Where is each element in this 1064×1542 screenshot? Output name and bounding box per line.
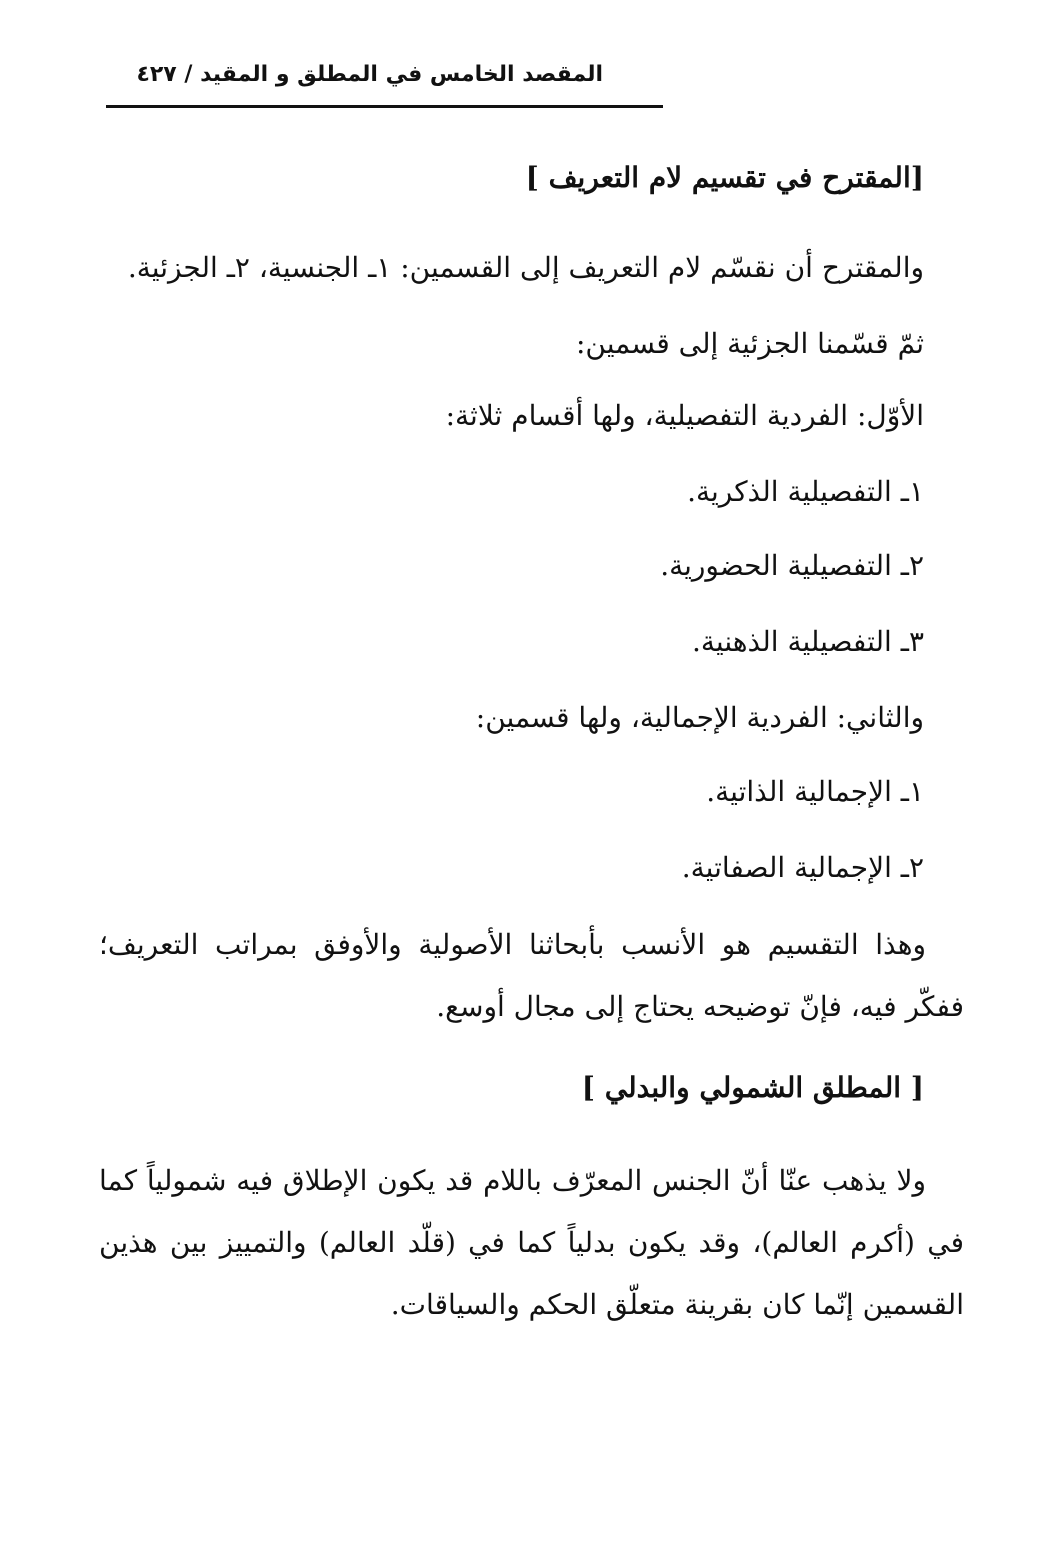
closing-paragraph-text: وهذا التقسيم هو الأنسب بأبحاثنا الأصولية والأوفق بمراتب التعريف؛ ففكّر فيه، فإنّ توضيحه يحتاج إلى مجال أوسع. (99, 928, 964, 1023)
section-heading-lam-division: [المقترح في تقسيم لام التعريف ] (525, 161, 924, 194)
text-line: الأوّل: الفردية التفصيلية، ولها أقسام ثلاثة: (445, 399, 924, 432)
header-rule (106, 105, 663, 108)
text-line: والثاني: الفردية الإجمالية، ولها قسمين: (475, 701, 924, 734)
text-line: ثمّ قسّمنا الجزئية إلى قسمين: (575, 327, 924, 360)
list-item: ١ـ الإجمالية الذاتية. (706, 775, 924, 808)
body-paragraph-text: ولا يذهب عنّا أنّ الجنس المعرّف باللام قد يكون الإطلاق فيه شمولياً كما في (أكرم العالم)، وقد يكون بدلياً كما في (قلّد العالم) والتمييز بين هذين القسمين إنّما كان بقرينة متعلّق الحكم والسياقات. (99, 1164, 964, 1321)
running-header (106, 58, 663, 108)
list-item: ٢ـ التفصيلية الحضورية. (660, 549, 924, 582)
text-line: والمقترح أن نقسّم لام التعريف إلى القسمين: ١ـ الجنسية، ٢ـ الجزئية. (127, 251, 924, 284)
list-item: ٢ـ الإجمالية الصفاتية. (681, 851, 924, 884)
section-heading-absolute: [ المطلق الشمولي والبدلي ] (581, 1071, 924, 1104)
list-item: ١ـ التفصيلية الذكرية. (687, 475, 924, 508)
body-paragraph (99, 1150, 964, 1336)
list-item: ٣ـ التفصيلية الذهنية. (691, 625, 924, 658)
closing-paragraph (99, 914, 964, 1038)
running-title: المقصد الخامس في المطلق و المقيد / ٤٢٧ (136, 62, 603, 87)
